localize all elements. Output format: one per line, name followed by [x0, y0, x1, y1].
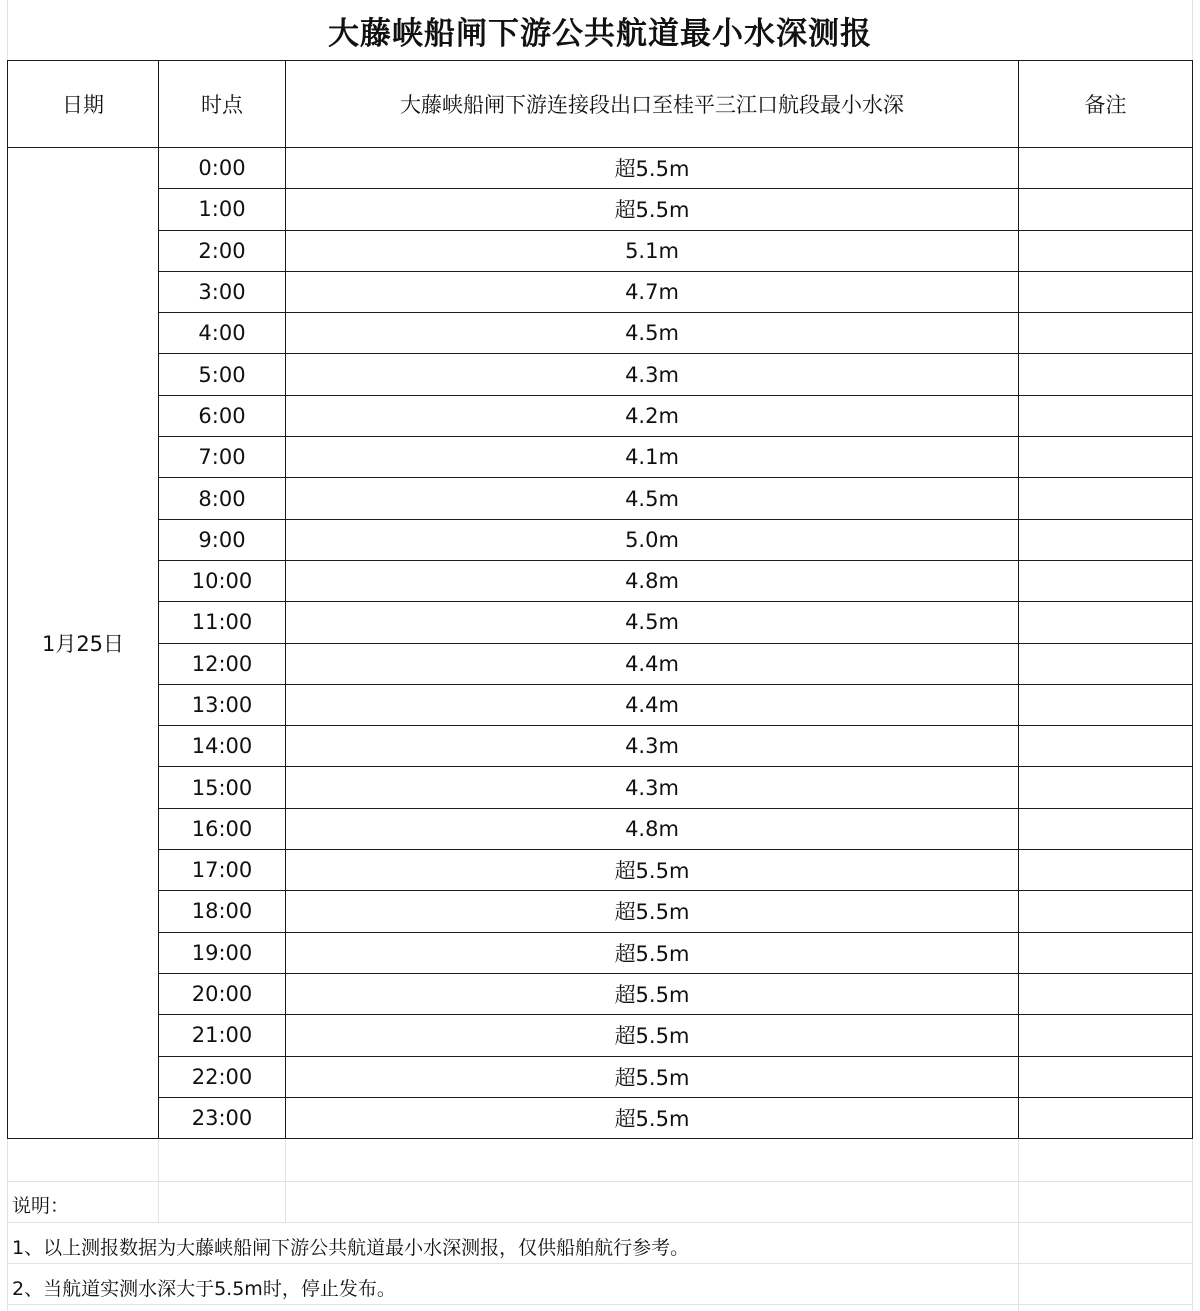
gridline — [7, 1181, 1192, 1182]
remark-cell[interactable] — [1019, 643, 1193, 684]
depth-cell[interactable]: 4.5m — [286, 602, 1019, 643]
remark-cell[interactable] — [1019, 932, 1193, 973]
depth-cell[interactable]: 4.5m — [286, 313, 1019, 354]
remark-cell[interactable] — [1019, 271, 1193, 312]
table-row — [8, 726, 1193, 767]
time-cell[interactable]: 13:00 — [159, 684, 286, 725]
report-title: 大藤峡船闸下游公共航道最小水深测报 — [328, 15, 872, 52]
depth-cell[interactable]: 超5.5m — [286, 1056, 1019, 1097]
gridline — [7, 1222, 1192, 1223]
gridline — [7, 1263, 1192, 1264]
remark-cell[interactable] — [1019, 808, 1193, 849]
time-cell[interactable]: 2:00 — [159, 230, 286, 271]
remark-cell[interactable] — [1019, 973, 1193, 1014]
depth-cell[interactable]: 4.5m — [286, 478, 1019, 519]
date-cell[interactable]: 1月25日 — [8, 148, 159, 1139]
table-row — [8, 932, 1193, 973]
notes-heading: 说明： — [12, 1195, 70, 1217]
remark-cell[interactable] — [1019, 684, 1193, 725]
depth-cell[interactable]: 超5.5m — [286, 891, 1019, 932]
table-row — [8, 560, 1193, 601]
remark-cell[interactable] — [1019, 519, 1193, 560]
note-item-1: 1、以上测报数据为大藤峡船闸下游公共航道最小水深测报，仅供船舶航行参考。 — [12, 1237, 690, 1259]
depth-cell[interactable]: 超5.5m — [286, 148, 1019, 189]
time-cell[interactable]: 12:00 — [159, 643, 286, 684]
table-row — [8, 643, 1193, 684]
remark-cell[interactable] — [1019, 230, 1193, 271]
time-cell[interactable]: 1:00 — [159, 189, 286, 230]
table-row — [8, 395, 1193, 436]
time-cell[interactable]: 3:00 — [159, 271, 286, 312]
table-header-row — [8, 61, 1193, 148]
table-row — [8, 1056, 1193, 1097]
remark-cell[interactable] — [1019, 1097, 1193, 1138]
table-row — [8, 973, 1193, 1014]
depth-cell[interactable]: 4.7m — [286, 271, 1019, 312]
time-cell[interactable]: 22:00 — [159, 1056, 286, 1097]
depth-cell[interactable]: 超5.5m — [286, 1097, 1019, 1138]
time-cell[interactable]: 19:00 — [159, 932, 286, 973]
table-row — [8, 271, 1193, 312]
time-cell[interactable]: 14:00 — [159, 726, 286, 767]
remark-cell[interactable] — [1019, 354, 1193, 395]
remark-cell[interactable] — [1019, 1056, 1193, 1097]
time-cell[interactable]: 9:00 — [159, 519, 286, 560]
header-time[interactable]: 时点 — [159, 61, 286, 148]
depth-cell[interactable]: 4.3m — [286, 767, 1019, 808]
remark-cell[interactable] — [1019, 850, 1193, 891]
time-cell[interactable]: 23:00 — [159, 1097, 286, 1138]
table-row — [8, 767, 1193, 808]
table-row — [8, 1015, 1193, 1056]
depth-report-table — [7, 60, 1193, 1139]
time-cell[interactable]: 20:00 — [159, 973, 286, 1014]
time-cell[interactable]: 7:00 — [159, 437, 286, 478]
depth-cell[interactable]: 4.3m — [286, 354, 1019, 395]
time-cell[interactable]: 5:00 — [159, 354, 286, 395]
table-body — [8, 148, 1193, 1139]
table-row — [8, 148, 1193, 189]
depth-cell[interactable]: 超5.5m — [286, 189, 1019, 230]
depth-cell[interactable]: 超5.5m — [286, 932, 1019, 973]
time-cell[interactable]: 11:00 — [159, 602, 286, 643]
depth-cell[interactable]: 4.8m — [286, 808, 1019, 849]
depth-cell[interactable]: 4.2m — [286, 395, 1019, 436]
remark-cell[interactable] — [1019, 726, 1193, 767]
note-item-2: 2、当航道实测水深大于5.5m时，停止发布。 — [12, 1278, 396, 1300]
remark-cell[interactable] — [1019, 189, 1193, 230]
depth-cell[interactable]: 5.0m — [286, 519, 1019, 560]
time-cell[interactable]: 21:00 — [159, 1015, 286, 1056]
table-row — [8, 189, 1193, 230]
time-cell[interactable]: 4:00 — [159, 313, 286, 354]
table-row — [8, 602, 1193, 643]
remark-cell[interactable] — [1019, 395, 1193, 436]
table-row — [8, 313, 1193, 354]
time-cell[interactable]: 16:00 — [159, 808, 286, 849]
remark-cell[interactable] — [1019, 1015, 1193, 1056]
table-row — [8, 891, 1193, 932]
header-depth[interactable]: 大藤峡船闸下游连接段出口至桂平三江口航段最小水深 — [286, 61, 1019, 148]
depth-cell[interactable]: 5.1m — [286, 230, 1019, 271]
remark-cell[interactable] — [1019, 313, 1193, 354]
header-remark[interactable]: 备注 — [1019, 61, 1193, 148]
table-row — [8, 1097, 1193, 1138]
depth-cell[interactable]: 4.3m — [286, 726, 1019, 767]
time-cell[interactable]: 18:00 — [159, 891, 286, 932]
table-row — [8, 354, 1193, 395]
gridline — [7, 1304, 1192, 1305]
table-row — [8, 684, 1193, 725]
table-row — [8, 437, 1193, 478]
remark-cell[interactable] — [1019, 602, 1193, 643]
table-row — [8, 519, 1193, 560]
depth-cell[interactable]: 超5.5m — [286, 850, 1019, 891]
depth-cell[interactable]: 超5.5m — [286, 973, 1019, 1014]
depth-cell[interactable]: 4.4m — [286, 684, 1019, 725]
depth-cell[interactable]: 4.8m — [286, 560, 1019, 601]
depth-cell[interactable]: 4.4m — [286, 643, 1019, 684]
table-row — [8, 850, 1193, 891]
remark-cell[interactable] — [1019, 148, 1193, 189]
remark-cell[interactable] — [1019, 437, 1193, 478]
remark-cell[interactable] — [1019, 560, 1193, 601]
table-row — [8, 808, 1193, 849]
table-row — [8, 478, 1193, 519]
gridline — [1018, 1140, 1019, 1311]
header-date[interactable]: 日期 — [8, 61, 159, 148]
depth-cell[interactable]: 超5.5m — [286, 1015, 1019, 1056]
remark-cell[interactable] — [1019, 891, 1193, 932]
table-row — [8, 230, 1193, 271]
remark-cell[interactable] — [1019, 478, 1193, 519]
remark-cell[interactable] — [1019, 767, 1193, 808]
time-cell[interactable]: 8:00 — [159, 478, 286, 519]
time-cell[interactable]: 6:00 — [159, 395, 286, 436]
depth-cell[interactable]: 4.1m — [286, 437, 1019, 478]
time-cell[interactable]: 17:00 — [159, 850, 286, 891]
time-cell[interactable]: 10:00 — [159, 560, 286, 601]
time-cell[interactable]: 0:00 — [159, 148, 286, 189]
time-cell[interactable]: 15:00 — [159, 767, 286, 808]
